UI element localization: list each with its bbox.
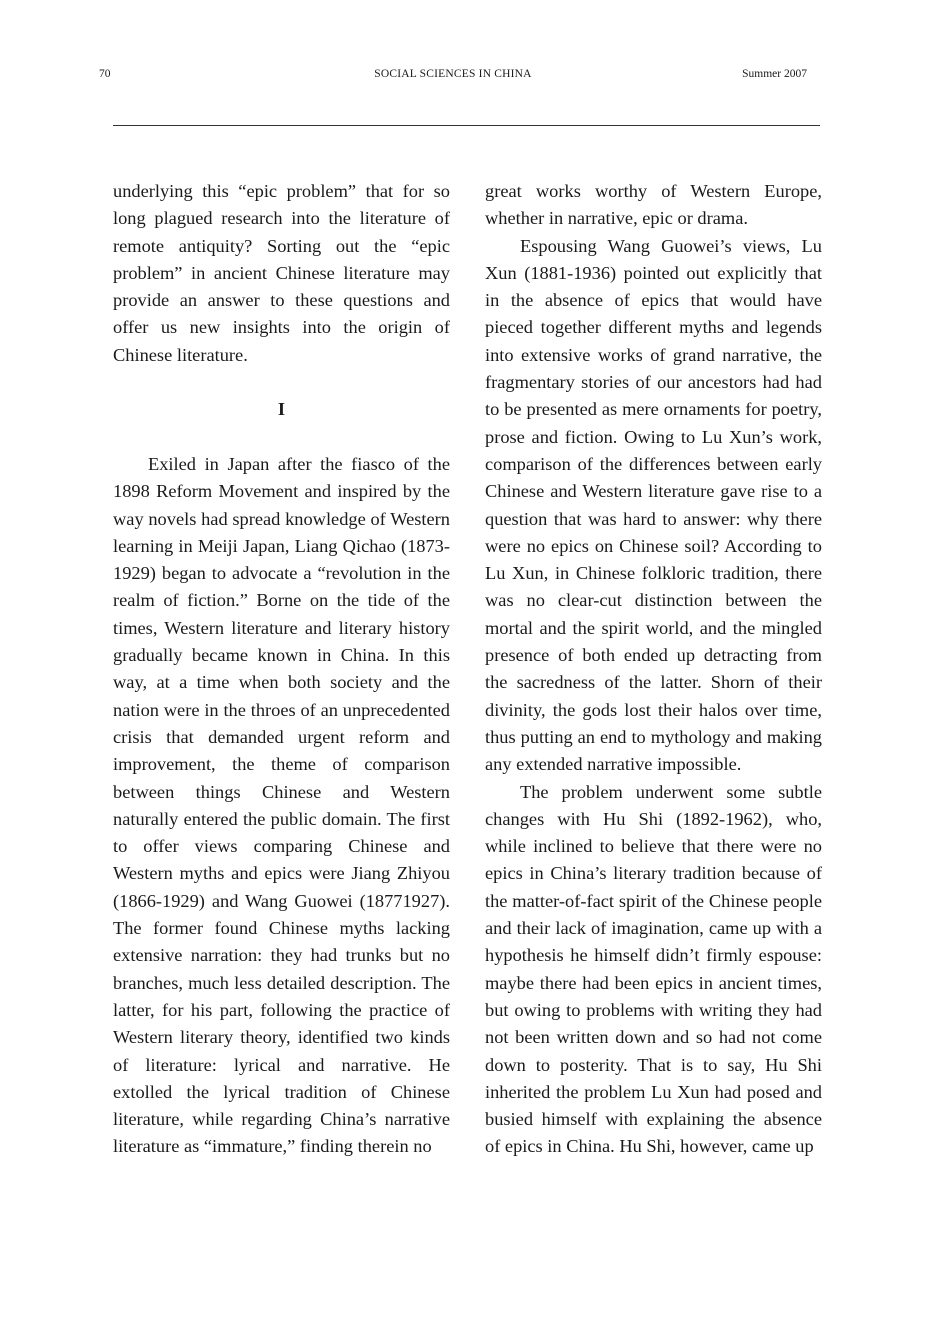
page-number: 70 — [99, 68, 111, 80]
paragraph: Espousing Wang Guowei’s views, Lu Xun (1881-1936) pointed out explicitly that in the absence of epics that would have pieced together different myths and legends into extensive works of grand narrative, the fragmentary stories of our ancestors had had to be presented as mere ornaments for poetry, prose and fiction. Owing to Lu Xun’s work, comparison of the differences between early Chinese and Western literature gave rise to a question that was hard to answer: why there were no epics on Chinese soil? According to Lu Xun, in Chinese folkloric tradition, there was no clear-cut distinction between the mortal and the spirit world, and the mingled presence of both ended up detracting from the sacredness of the latter. Shorn of their divinity, the gods lost their halos over time, thus putting an end to mythology and making any extended narrative impossible. — [485, 235, 822, 775]
header-rule — [113, 125, 820, 126]
paragraph: Exiled in Japan after the fiasco of the 1898 Reform Movement and inspired by the way novels had spread knowledge of Western learning in Meiji Japan, Liang Qichao (1873-1929) began to advocate a “revolution in the realm of fiction.” Borne on the tide of the times, Western literature and literary history gradually became known in China. In this way, at a time when both society and the nation were in the throes of an unprecedented crisis that demanded urgent reform and improvement, the theme of comparison between things Chinese and Western naturally entered the public domain. The first to offer views comparing Chinese and Western myths and epics were Jiang Zhiyou (1866-1929) and Wang Guowei (18771927). The former found Chinese myths lacking extensive narration: they had trunks but no branches, much less detailed description. The latter, for his part, following the practice of Western literary theory, identified two kinds of literature: lyrical and narrative. He extolled the lyrical tradition of Chinese literature, while regarding China’s narrative literature as “immature,” finding therein no — [113, 453, 450, 1157]
issue-label: Summer 2007 — [742, 68, 807, 80]
right-column — [485, 178, 822, 1161]
paragraph: The problem underwent some subtle changes with Hu Shi (1892-1962), who, while inclined to believe that there were no epics in China’s literary tradition because of the matter-of-fact spirit of the Chinese people and their lack of imagination, came up with a hypothesis he himself didn’t firmly espouse: maybe there had been epics in ancient times, but owing to problems with writing they had not been written down and so had not come down to posterity. That is to say, Hu Shi inherited the problem Lu Xun had posed and busied himself with explaining the absence of epics in China. Hu Shi, however, came up — [485, 781, 822, 1157]
running-head — [99, 66, 807, 82]
left-column — [113, 178, 450, 1161]
journal-title: SOCIAL SCIENCES IN CHINA — [374, 68, 532, 80]
section-heading: I — [277, 399, 286, 420]
paragraph-continuation: great works worthy of Western Europe, whether in narrative, epic or drama. — [485, 181, 822, 229]
paragraph-continuation: underlying this “epic problem” that for so long plagued research into the literature of remote antiquity? Sorting out the “epic problem” in ancient Chinese literature may provide an answer to these questions and offer us new insights into the origin of Chinese literature. — [113, 181, 450, 365]
